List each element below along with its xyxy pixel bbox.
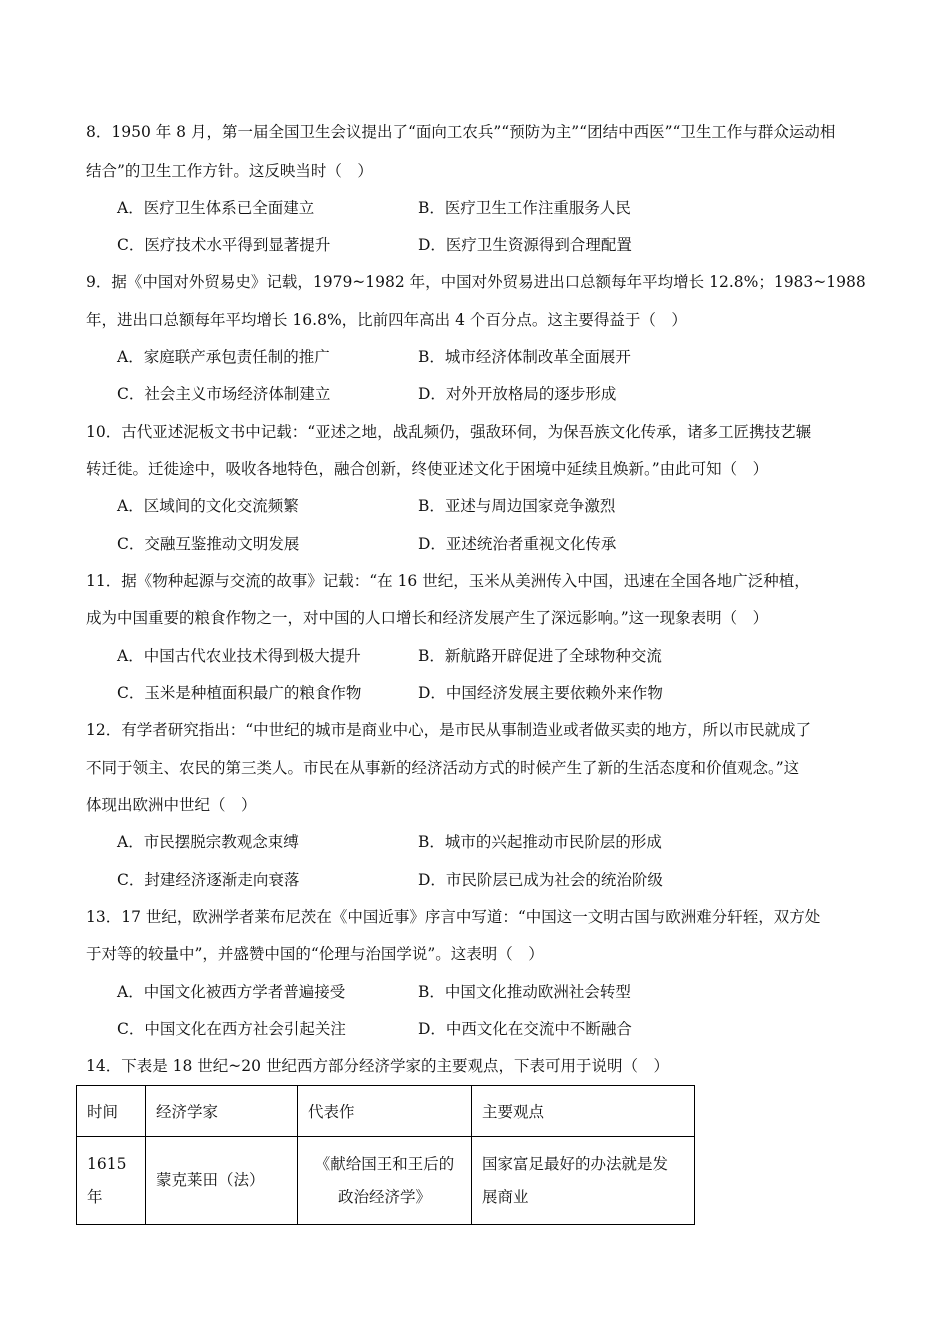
question-12-option-b: B．城市的兴起推动市民阶层的形成 — [418, 833, 662, 851]
cell-work — [298, 1137, 472, 1225]
question-12-line-1: 12．有学者研究指出：“中世纪的城市是商业中心，是市民从事制造业或者做买卖的地方，所以市民就成了 — [86, 721, 812, 739]
question-10-line-1: 10．古代亚述泥板文书中记载：“亚述之地，战乱频仍，强敌环伺，为保吾族文化传承，诸多工匠携技艺辗 — [86, 423, 812, 441]
question-11-option-d: D．中国经济发展主要依赖外来作物 — [418, 684, 663, 702]
question-12-option-d: D．市民阶层已成为社会的统治阶级 — [418, 871, 663, 889]
question-8-option-d: D．医疗卫生资源得到合理配置 — [418, 236, 632, 254]
question-12-option-a: A．市民摆脱宗教观念束缚 — [117, 833, 299, 851]
cell-time-line-2: 年 — [87, 1187, 103, 1206]
question-13-line-2: 于对等的较量中”，并盛赞中国的“伦理与治国学说”。这表明（ ） — [86, 945, 544, 963]
header-economist: 经济学家 — [146, 1086, 298, 1137]
cell-view — [472, 1137, 695, 1225]
question-8-option-c: C．医疗技术水平得到显著提升 — [117, 236, 331, 254]
question-9-line-1: 9．据《中国对外贸易史》记载，1979~1982 年，中国对外贸易进出口总额每年平均增长 12.8%；1983~1988 — [86, 273, 866, 291]
question-10-option-c: C．交融互鉴推动文明发展 — [117, 535, 300, 553]
question-12-line-3: 体现出欧洲中世纪（ ） — [86, 796, 257, 814]
question-8-line-2: 结合”的卫生工作方针。这反映当时（ ） — [86, 162, 373, 180]
question-13-line-1: 13．17 世纪，欧洲学者莱布尼茨在《中国近事》序言中写道：“中国这一文明古国与欧洲难分轩轾，双方处 — [86, 908, 821, 926]
cell-work-line-1: 《献给国王和王后的 — [314, 1154, 455, 1173]
question-9-option-b: B．城市经济体制改革全面展开 — [418, 348, 631, 366]
question-8-option-b: B．医疗卫生工作注重服务人民 — [418, 199, 631, 217]
question-13-option-a: A．中国文化被西方学者普遍接受 — [117, 983, 346, 1001]
question-11-option-c: C．玉米是种植面积最广的粮食作物 — [117, 684, 362, 702]
question-10-option-a: A．区域间的文化交流频繁 — [117, 497, 299, 515]
question-12-option-c: C．封建经济逐渐走向衰落 — [117, 871, 300, 889]
question-11-option-b: B．新航路开辟促进了全球物种交流 — [418, 647, 662, 665]
cell-time-line-1: 1615 — [87, 1154, 127, 1173]
question-11-line-1: 11．据《物种起源与交流的故事》记载：“在 16 世纪，玉米从美洲传入中国，迅速在全国各地广泛种植， — [86, 572, 810, 590]
question-11-option-a: A．中国古代农业技术得到极大提升 — [117, 647, 361, 665]
question-9-option-d: D．对外开放格局的逐步形成 — [418, 385, 617, 403]
cell-economist: 蒙克莱田（法） — [146, 1137, 298, 1225]
question-11-line-2: 成为中国重要的粮食作物之一，对中国的人口增长和经济发展产生了深远影响。”这一现象表明（ ） — [86, 609, 769, 627]
cell-view-line-1: 国家富足最好的办法就是发 — [482, 1154, 669, 1173]
cell-work-line-2: 政治经济学》 — [337, 1187, 431, 1206]
question-9-option-c: C．社会主义市场经济体制建立 — [117, 385, 331, 403]
question-14-line-1: 14．下表是 18 世纪~20 世纪西方部分经济学家的主要观点，下表可用于说明（ ） — [86, 1057, 669, 1075]
table-row — [77, 1137, 695, 1225]
question-9-line-2: 年，进出口总额每年平均增长 16.8%，比前四年高出 4 个百分点。这主要得益于（ ） — [86, 311, 687, 329]
question-10-line-2: 转迁徙。迁徙途中，吸收各地特色，融合创新，终使亚述文化于困境中延续且焕新。”由此可知（ ） — [86, 460, 769, 478]
question-8-option-a: A．医疗卫生体系已全面建立 — [117, 199, 315, 217]
cell-time — [77, 1137, 146, 1225]
question-8-line-1: 8．1950 年 8 月，第一届全国卫生会议提出了“面向工农兵”“预防为主”“团结中西医”“卫生工作与群众运动相 — [86, 123, 836, 141]
question-12-line-2: 不同于领主、农民的第三类人。市民在从事新的经济活动方式的时候产生了新的生活态度和价值观念。”这 — [86, 759, 800, 777]
economists-table — [76, 1085, 695, 1225]
question-13-option-b: B．中国文化推动欧洲社会转型 — [418, 983, 631, 1001]
question-13-option-d: D．中西文化在交流中不断融合 — [418, 1020, 632, 1038]
question-9-option-a: A．家庭联产承包责任制的推广 — [117, 348, 330, 366]
header-time: 时间 — [77, 1086, 146, 1137]
question-10-option-d: D．亚述统治者重视文化传承 — [418, 535, 617, 553]
header-work: 代表作 — [298, 1086, 472, 1137]
table-header-row — [77, 1086, 695, 1137]
question-13-option-c: C．中国文化在西方社会引起关注 — [117, 1020, 346, 1038]
question-10-option-b: B．亚述与周边国家竞争激烈 — [418, 497, 616, 515]
header-view: 主要观点 — [472, 1086, 695, 1137]
cell-view-line-2: 展商业 — [482, 1187, 529, 1206]
